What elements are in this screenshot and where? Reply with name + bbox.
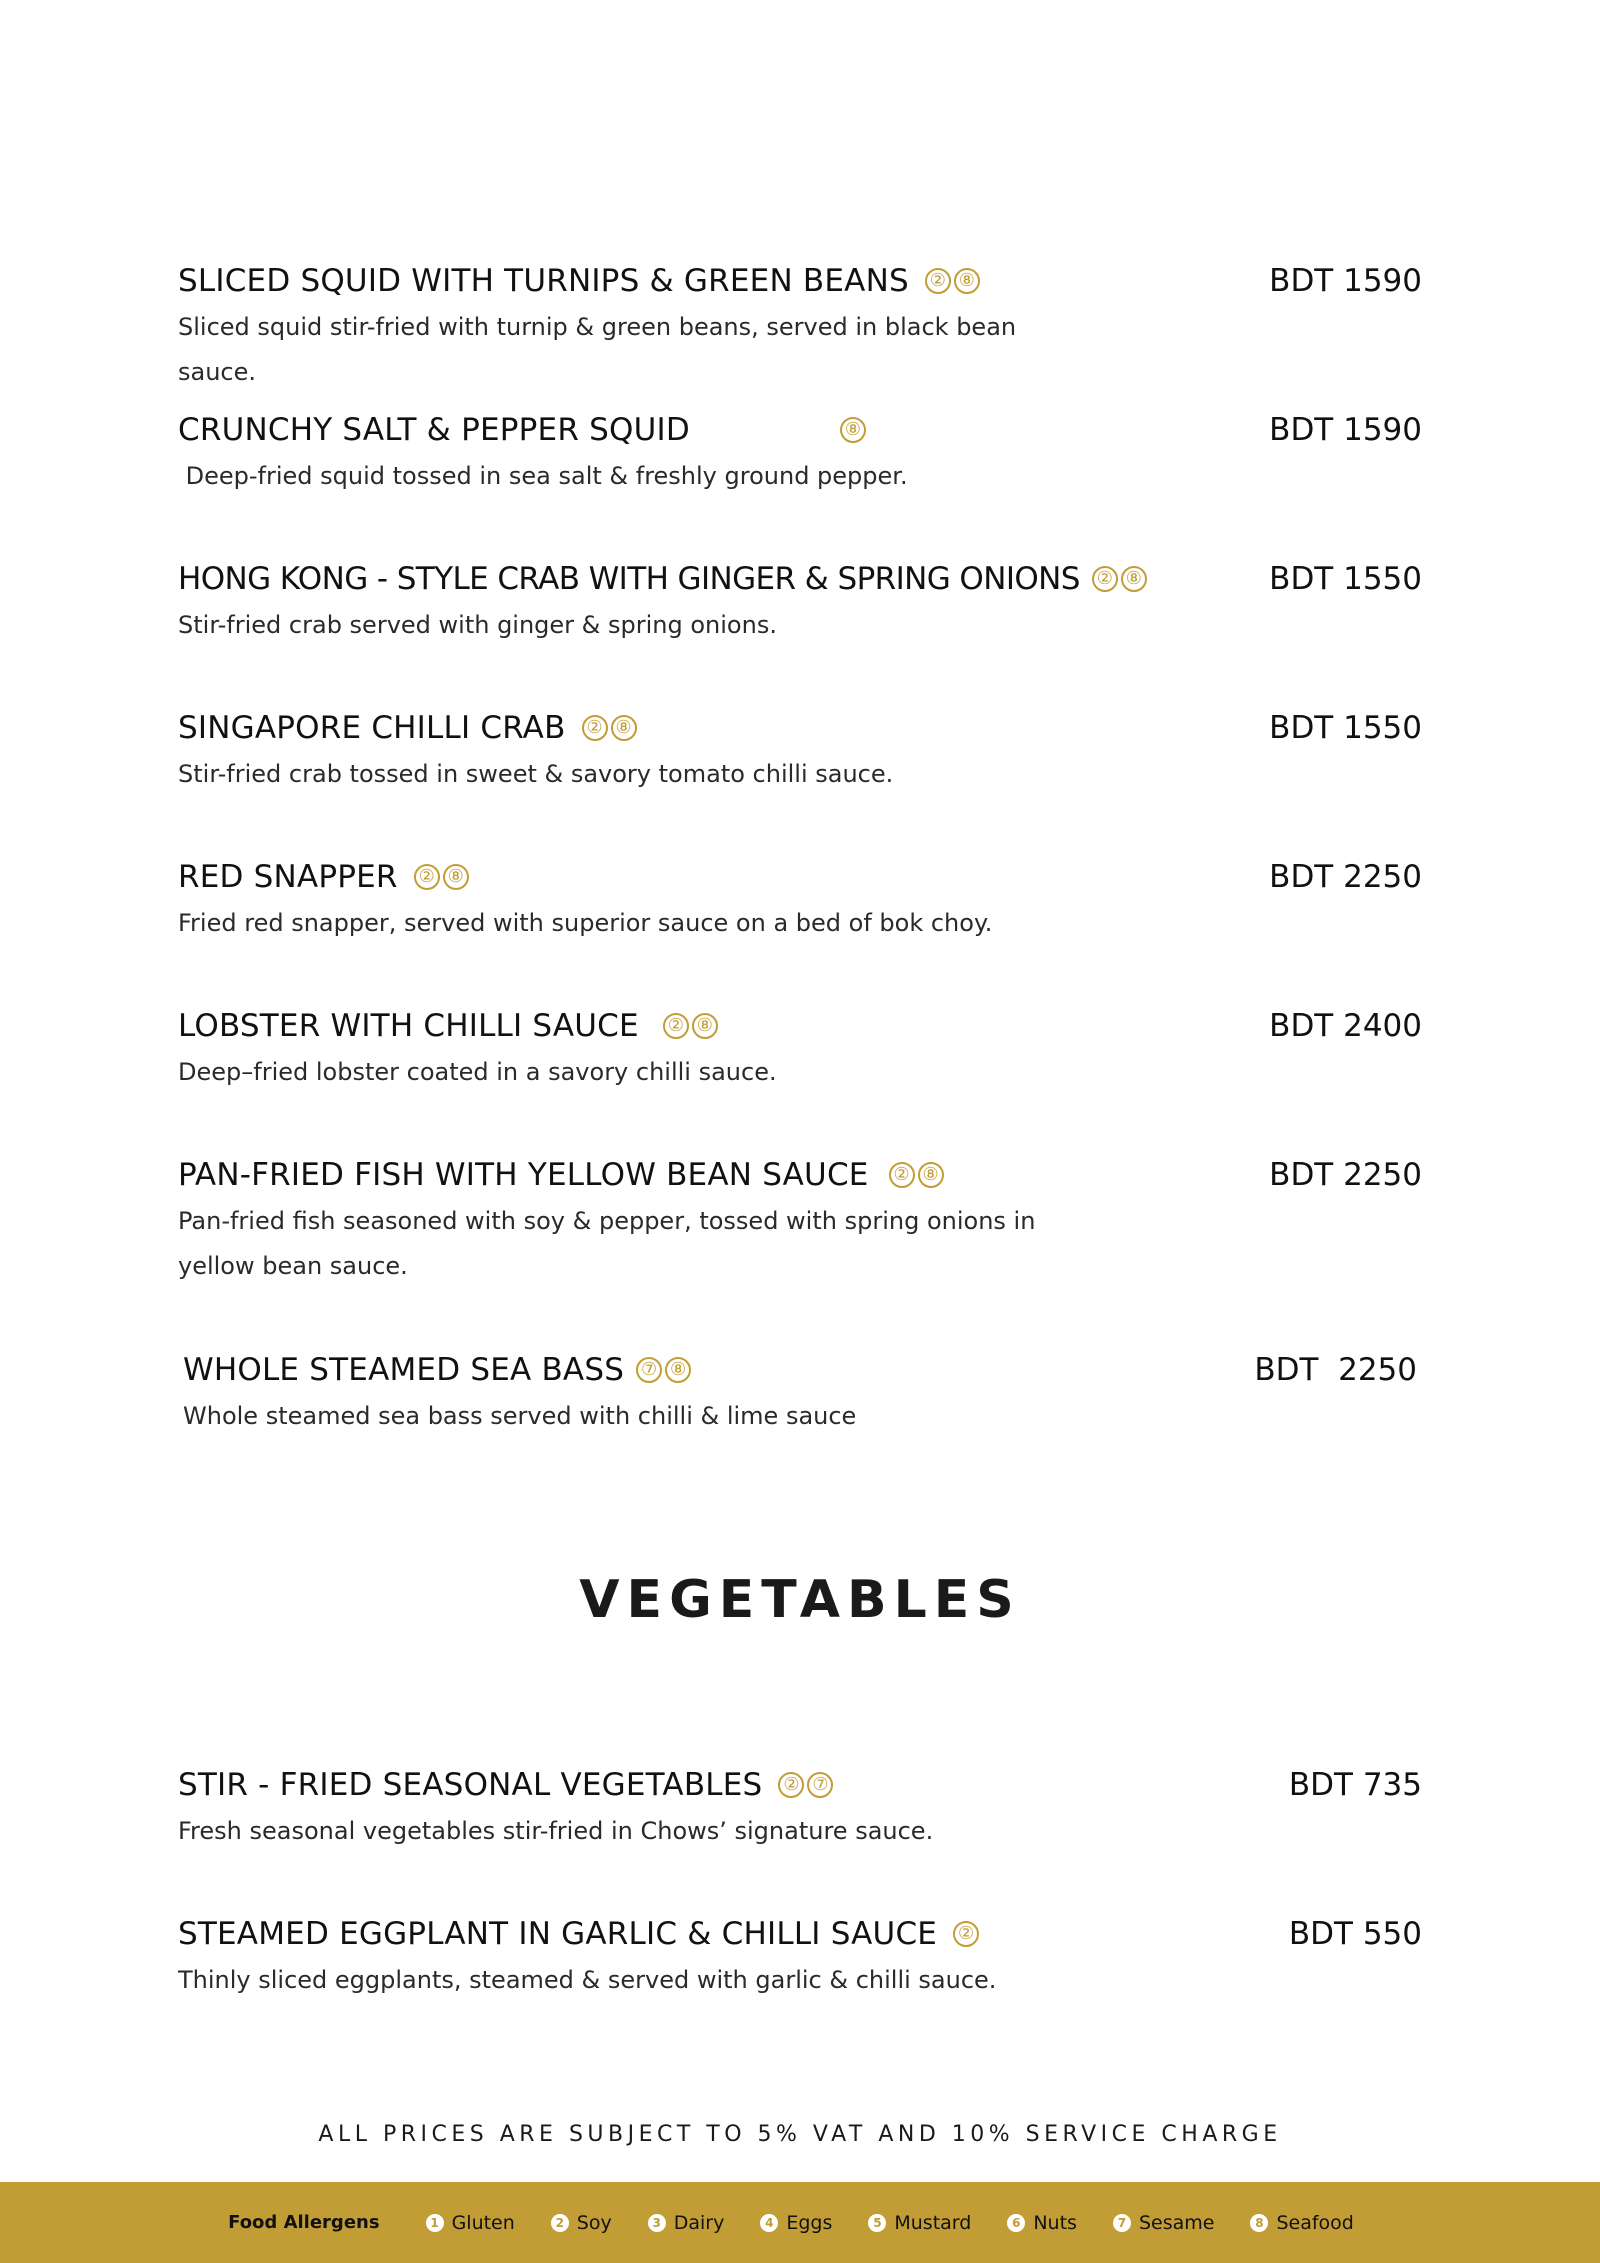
item-description: Fried red snapper, served with superior sauce on a bed of bok choy. — [178, 909, 993, 937]
legend-entry — [1007, 2212, 1077, 2234]
allergen-badge: ② — [778, 1772, 804, 1798]
menu-item — [178, 559, 1422, 648]
item-description: Deep-fried squid tossed in sea salt & freshly ground pepper. — [178, 462, 908, 490]
menu-item — [183, 1350, 1417, 1439]
allergen-badge: ② — [582, 715, 608, 741]
item-name: SINGAPORE CHILLI CRAB — [178, 710, 566, 746]
allergen-badge: ⑧ — [611, 715, 637, 741]
legend-number: 5 — [868, 2214, 886, 2232]
allergen-badges — [582, 715, 637, 741]
menu-item — [178, 857, 1422, 946]
item-name: STEAMED EGGPLANT IN GARLIC & CHILLI SAUCE — [178, 1916, 938, 1952]
menu-item — [178, 708, 1422, 797]
allergen-badge: ⑧ — [840, 417, 866, 443]
legend-entry — [1113, 2212, 1215, 2234]
legend-number: 3 — [648, 2214, 666, 2232]
legend-label: Nuts — [1033, 2211, 1077, 2234]
item-price: BDT 2400 — [1269, 1008, 1422, 1044]
item-name: WHOLE STEAMED SEA BASS — [183, 1352, 625, 1388]
allergen-badges — [778, 1772, 833, 1798]
allergen-badge: ② — [953, 1921, 979, 1947]
item-price: BDT 1550 — [1269, 561, 1422, 597]
legend-number: 1 — [426, 2214, 444, 2232]
allergen-badge: ② — [663, 1013, 689, 1039]
price-note: ALL PRICES ARE SUBJECT TO 5% VAT AND 10% SERVICE CHARGE — [318, 2122, 1282, 2147]
legend-title: Food Allergens — [228, 2212, 380, 2233]
menu-item — [178, 261, 1422, 395]
menu-item — [178, 1006, 1422, 1095]
allergen-badges — [636, 1357, 691, 1383]
item-price: BDT 1590 — [1269, 412, 1422, 448]
allergen-badge: ⑧ — [954, 268, 980, 294]
item-price: BDT 2250 — [1269, 1157, 1422, 1193]
item-description: Stir-fried crab tossed in sweet & savory tomato chilli sauce. — [178, 760, 894, 788]
legend-label: Gluten — [451, 2211, 515, 2234]
legend-entry — [551, 2212, 612, 2234]
item-price: BDT 735 — [1288, 1767, 1422, 1803]
legend-label: Dairy — [673, 2211, 725, 2234]
legend-number: 6 — [1007, 2214, 1025, 2232]
allergen-badge: ② — [1092, 566, 1118, 592]
item-description: Whole steamed sea bass served with chilli & lime sauce — [183, 1402, 857, 1430]
legend-number: 2 — [551, 2214, 569, 2232]
legend-number: 8 — [1250, 2214, 1268, 2232]
legend-label: Sesame — [1138, 2211, 1215, 2234]
menu-item — [178, 1765, 1422, 1854]
item-name: STIR - FRIED SEASONAL VEGETABLES — [178, 1767, 763, 1803]
item-description: Pan-fried fish seasoned with soy & pepper, tossed with spring onions in yellow bean sauce. — [178, 1207, 1044, 1280]
item-description: Stir-fried crab served with ginger & spring onions. — [178, 611, 777, 639]
item-description: Fresh seasonal vegetables stir-fried in Chows’ signature sauce. — [178, 1817, 934, 1845]
legend-label: Mustard — [894, 2211, 972, 2234]
item-price: BDT 550 — [1288, 1916, 1422, 1952]
allergen-badges — [663, 1013, 718, 1039]
item-price: BDT 2250 — [1254, 1352, 1417, 1388]
allergen-badge: ⑧ — [443, 864, 469, 890]
allergen-badge: ⑧ — [692, 1013, 718, 1039]
legend-entry — [426, 2212, 515, 2234]
allergen-badges — [889, 1162, 944, 1188]
item-name: LOBSTER WITH CHILLI SAUCE — [178, 1008, 639, 1044]
allergen-badge: ② — [414, 864, 440, 890]
legend-label: Eggs — [786, 2211, 833, 2234]
item-name: SLICED SQUID WITH TURNIPS & GREEN BEANS — [178, 263, 909, 299]
legend-entry — [1250, 2212, 1353, 2234]
allergen-badge: ⑦ — [636, 1357, 662, 1383]
allergen-legend — [0, 2182, 1600, 2263]
menu-item — [178, 410, 1422, 499]
item-price: BDT 1590 — [1269, 263, 1422, 299]
allergen-badge: ⑧ — [665, 1357, 691, 1383]
allergen-badges — [925, 268, 980, 294]
legend-entry — [648, 2212, 725, 2234]
allergen-badge: ② — [925, 268, 951, 294]
item-description: Sliced squid stir-fried with turnip & green beans, served in black bean sauce. — [178, 313, 1024, 386]
item-name: PAN-FRIED FISH WITH YELLOW BEAN SAUCE — [178, 1157, 869, 1193]
allergen-badges — [414, 864, 469, 890]
legend-entry — [868, 2212, 971, 2234]
allergen-badge: ⑧ — [1121, 566, 1147, 592]
item-name: HONG KONG - STYLE CRAB WITH GINGER & SPRING ONIONS — [178, 561, 1080, 597]
item-price: BDT 2250 — [1269, 859, 1422, 895]
allergen-badges — [840, 417, 866, 443]
legend-entry — [760, 2212, 832, 2234]
allergen-badges — [953, 1921, 979, 1947]
allergen-badges — [1092, 566, 1147, 592]
item-description: Deep–fried lobster coated in a savory chilli sauce. — [178, 1058, 777, 1086]
legend-number: 7 — [1113, 2214, 1131, 2232]
section-title-vegetables: VEGETABLES — [579, 1570, 1021, 1630]
menu-item — [178, 1914, 1422, 2003]
menu-item — [178, 1155, 1422, 1289]
allergen-badge: ② — [889, 1162, 915, 1188]
allergen-badge: ⑦ — [807, 1772, 833, 1798]
allergen-badge: ⑧ — [918, 1162, 944, 1188]
legend-label: Soy — [576, 2211, 612, 2234]
legend-label: Seafood — [1276, 2211, 1354, 2234]
item-name: CRUNCHY SALT & PEPPER SQUID — [178, 412, 690, 448]
item-name: RED SNAPPER — [178, 859, 398, 895]
item-description: Thinly sliced eggplants, steamed & served with garlic & chilli sauce. — [178, 1966, 997, 1994]
item-price: BDT 1550 — [1269, 710, 1422, 746]
legend-number: 4 — [760, 2214, 778, 2232]
